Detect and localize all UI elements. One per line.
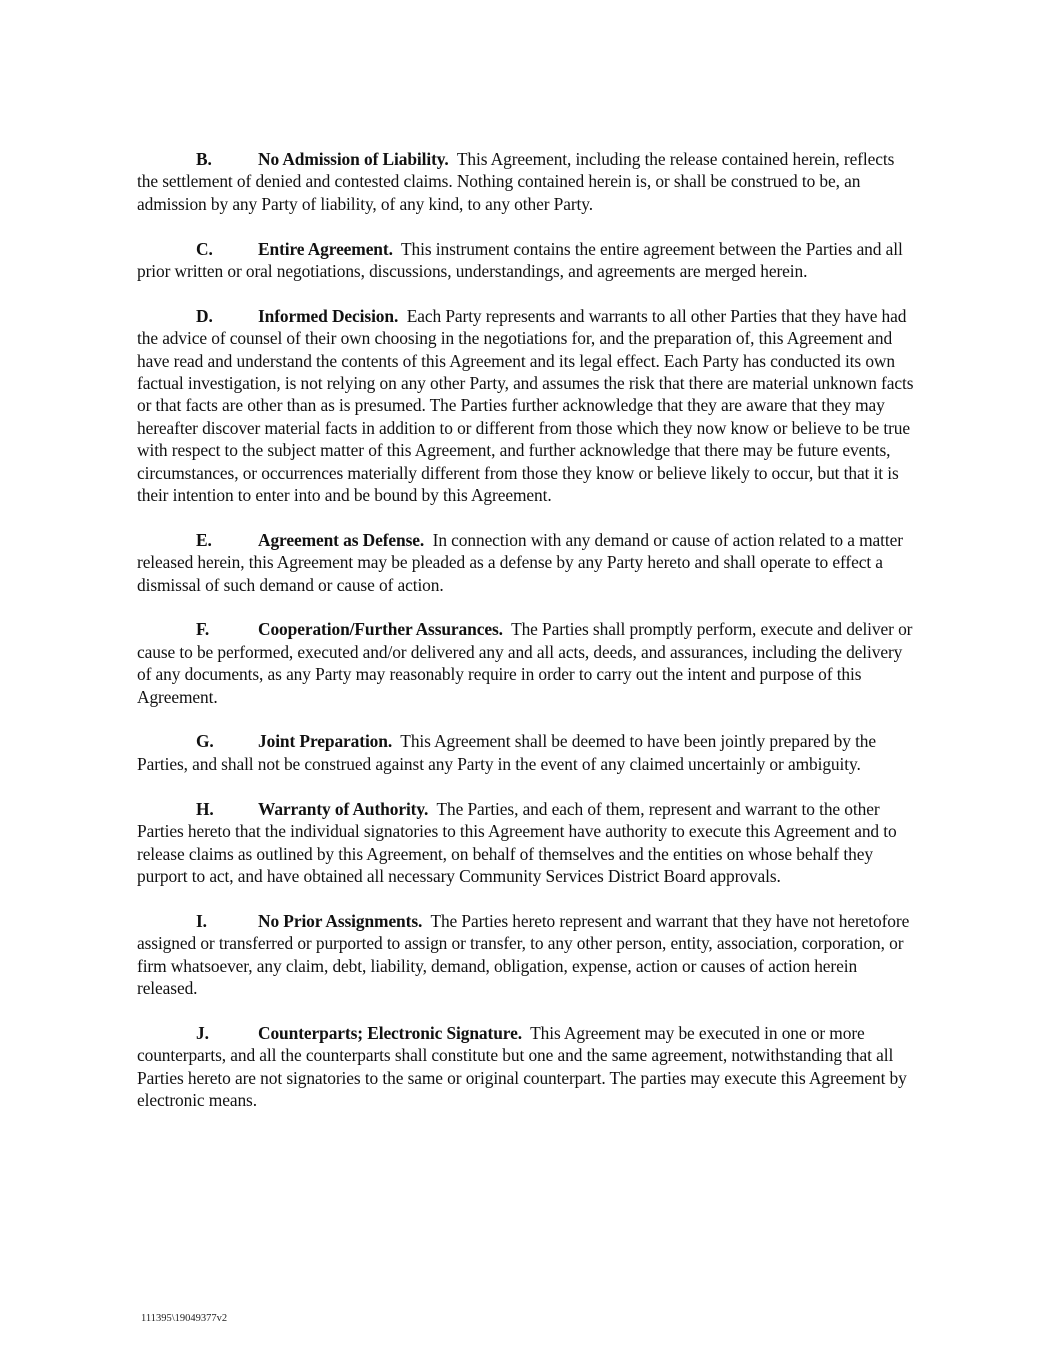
- section-body: This Agreement may be executed in one or more counterparts, and all the counterparts shall constitute but one and the same agreement, notwithstanding that all Parties hereto are not signatories to the same or original counterpart. The parties may execute this Agreement by electronic means.: [137, 1022, 907, 1110]
- section-letter: E.: [196, 529, 212, 550]
- section-body: The Parties shall promptly perform, execute and deliver or cause to be performed, executed and/or delivered any and all acts, deeds, and assurances, including the delivery of any documents, as any Party may reasonably require in order to carry out the intent and purpose of this Agreement.: [137, 619, 913, 707]
- section-d: [137, 305, 919, 507]
- section-body: In connection with any demand or cause of action related to a matter released herein, this Agreement may be pleaded as a defense by any Party hereto and shall operate to effect a dismissal of such demand or cause of action.: [137, 529, 903, 595]
- section-letter: I.: [196, 910, 207, 931]
- section-body: This instrument contains the entire agreement between the Parties and all prior written or oral negotiations, discussions, understandings, and agreements are merged herein.: [137, 238, 903, 282]
- section-heading: No Admission of Liability.: [258, 149, 449, 169]
- section-letter: J.: [196, 1022, 209, 1043]
- section-g: [137, 730, 919, 775]
- section-letter: D.: [196, 305, 213, 326]
- section-e: [137, 529, 919, 596]
- section-letter: C.: [196, 238, 213, 259]
- section-body: This Agreement, including the release contained herein, reflects the settlement of denied and contested claims. Nothing contained herein is, or shall be construed to be, an admission by any Party of liability, of any kind, to any other Party.: [137, 149, 895, 214]
- section-h: [137, 798, 919, 888]
- section-j: [137, 1022, 919, 1112]
- section-heading: Joint Preparation.: [258, 731, 393, 752]
- section-body: The Parties hereto represent and warrant that they have not heretofore assigned or transferred or purported to assign or transfer, to any other person, entity, association, corporation, or firm whatsoever, any claim, debt, liability, demand, obligation, expense, action or causes of action herein released.: [137, 910, 910, 998]
- section-heading: Cooperation/Further Assurances.: [258, 619, 503, 640]
- section-heading: No Prior Assignments.: [258, 910, 423, 931]
- document-footer-id: 111395\19049377v2: [141, 1313, 228, 1324]
- section-heading: Entire Agreement.: [258, 238, 393, 259]
- document-page: [137, 148, 919, 1134]
- section-i: [137, 910, 919, 1000]
- section-heading: Informed Decision.: [258, 305, 399, 326]
- section-heading: Counterparts; Electronic Signature.: [258, 1022, 522, 1043]
- section-letter: G.: [196, 731, 214, 752]
- section-body: This Agreement shall be deemed to have been jointly prepared by the Parties, and shall not be construed against any Party in the event of any claimed uncertainly or ambiguity.: [137, 731, 877, 774]
- section-f: [137, 618, 919, 708]
- section-letter: B.: [196, 149, 212, 169]
- section-c: [137, 238, 919, 283]
- section-b: [137, 148, 919, 215]
- section-heading: Agreement as Defense.: [258, 529, 425, 550]
- section-letter: H.: [196, 798, 214, 819]
- section-letter: F.: [196, 619, 210, 640]
- section-body: Each Party represents and warrants to all other Parties that they have had the advice of counsel of their own choosing in the negotiations for, and the preparation of, this Agreement and have read and understand the contents of this Agreement and its legal effect. Each Party has conducted its own factual investigation, is not relying on any other Party, and assumes the risk that there are material unknown facts or that facts are other than as is presumed. The Parties further acknowledge that they are aware that they may hereafter discover material facts in addition to or different from those which they now know or believe to be true with respect to the subject matter of this Agreement, and further acknowledge that there may be future events, circumstances, or occurrences materially different from those they know or believe likely to occur, but that it is their intention to enter into and be bound by this Agreement.: [137, 305, 914, 506]
- section-body: The Parties, and each of them, represent and warrant to the other Parties hereto that the individual signatories to this Agreement have authority to execute this Agreement and to release claims as outlined by this Agreement, on behalf of themselves and the entities on whose behalf they purport to act, and have obtained all necessary Community Services District Board approvals.: [137, 798, 897, 886]
- section-heading: Warranty of Authority.: [258, 798, 429, 819]
